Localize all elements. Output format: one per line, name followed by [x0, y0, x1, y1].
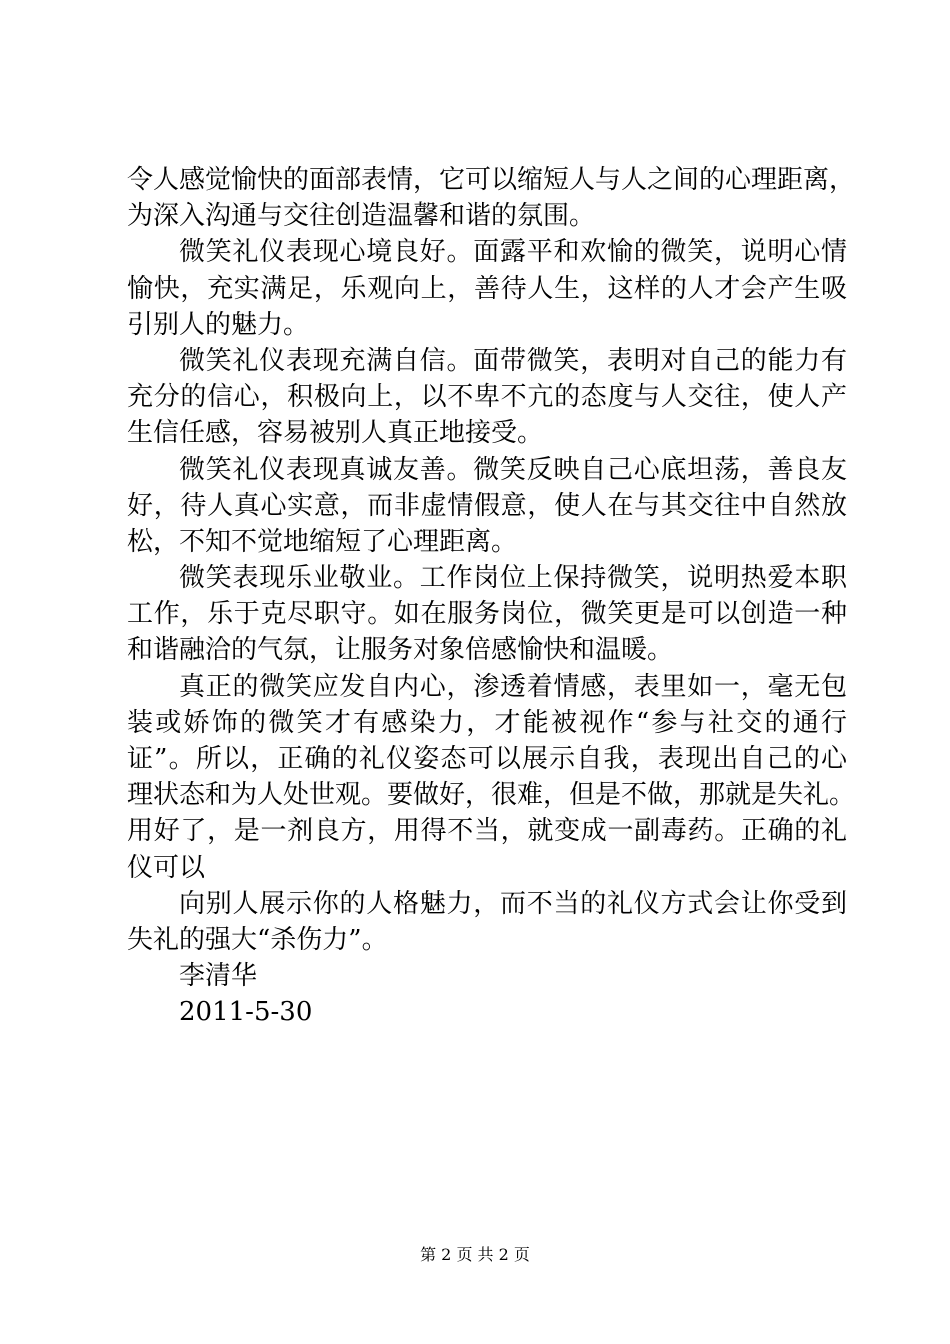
paragraph-first-line: 微笑礼仪表现心境良好。面露平和欢愉的微笑，说明心情 — [179, 237, 847, 268]
paragraph-first-line: 真正的微笑应发自内心，渗透着情感，表里如一，毫无包 — [179, 671, 847, 702]
text-line: 生信任感，容易被别人真正地接受。 — [127, 418, 544, 449]
text-line: 充分的信心，积极向上，以不卑不亢的态度与人交往，使人产 — [127, 382, 847, 413]
text-line: 为深入沟通与交往创造温馨和谐的氛围。 — [127, 201, 596, 232]
text-line: 理状态和为人处世观。要做好，很难，但是不做，那就是失礼。 — [127, 780, 856, 811]
paragraph-first-line: 微笑礼仪表现充满自信。面带微笑，表明对自己的能力有 — [179, 345, 847, 376]
paragraph-first-line: 微笑礼仪表现真诚友善。微笑反映自己心底坦荡，善良友 — [179, 454, 847, 485]
text-line: 装或娇饰的微笑才有感染力，才能被视作“参与社交的通行 — [127, 707, 847, 738]
text-line: 好，待人真心实意，而非虚情假意，使人在与其交往中自然放 — [127, 490, 847, 521]
paragraph-first-line: 向别人展示你的人格魅力，而不当的礼仪方式会让你受到 — [179, 888, 847, 919]
author-name: 李清华 — [179, 961, 258, 992]
text-line: 证”。所以，正确的礼仪姿态可以展示自我，表现出自己的心 — [127, 744, 847, 774]
text-line: 引别人的魅力。 — [127, 309, 310, 340]
text-line: 和谐融洽的气氛，让服务对象倍感愉快和温暖。 — [127, 635, 674, 666]
text-line: 松，不知不觉地缩短了心理距离。 — [127, 526, 518, 557]
text-line: 令人感觉愉快的面部表情，它可以缩短人与人之间的心理距离， — [127, 165, 856, 195]
page-number-footer: 第 2 页 共 2 页 — [420, 1245, 530, 1264]
document-body — [127, 162, 856, 1031]
text-line: 工作，乐于克尽职守。如在服务岗位，微笑更是可以创造一种 — [127, 599, 847, 630]
text-line: 用好了，是一剂良方，用得不当，就变成一副毒药。正确的礼 — [127, 816, 847, 847]
signature-block — [127, 958, 847, 1030]
text-line: 愉快，充实满足，乐观向上，善待人生，这样的人才会产生吸 — [127, 273, 847, 304]
paragraph-first-line: 微笑表现乐业敬业。工作岗位上保持微笑，说明热爱本职 — [179, 563, 847, 594]
text-line: 仪可以 — [127, 852, 206, 883]
document-date: 2011-5-30 — [179, 997, 313, 1028]
text-line: 失礼的强大“杀伤力”。 — [127, 924, 388, 955]
